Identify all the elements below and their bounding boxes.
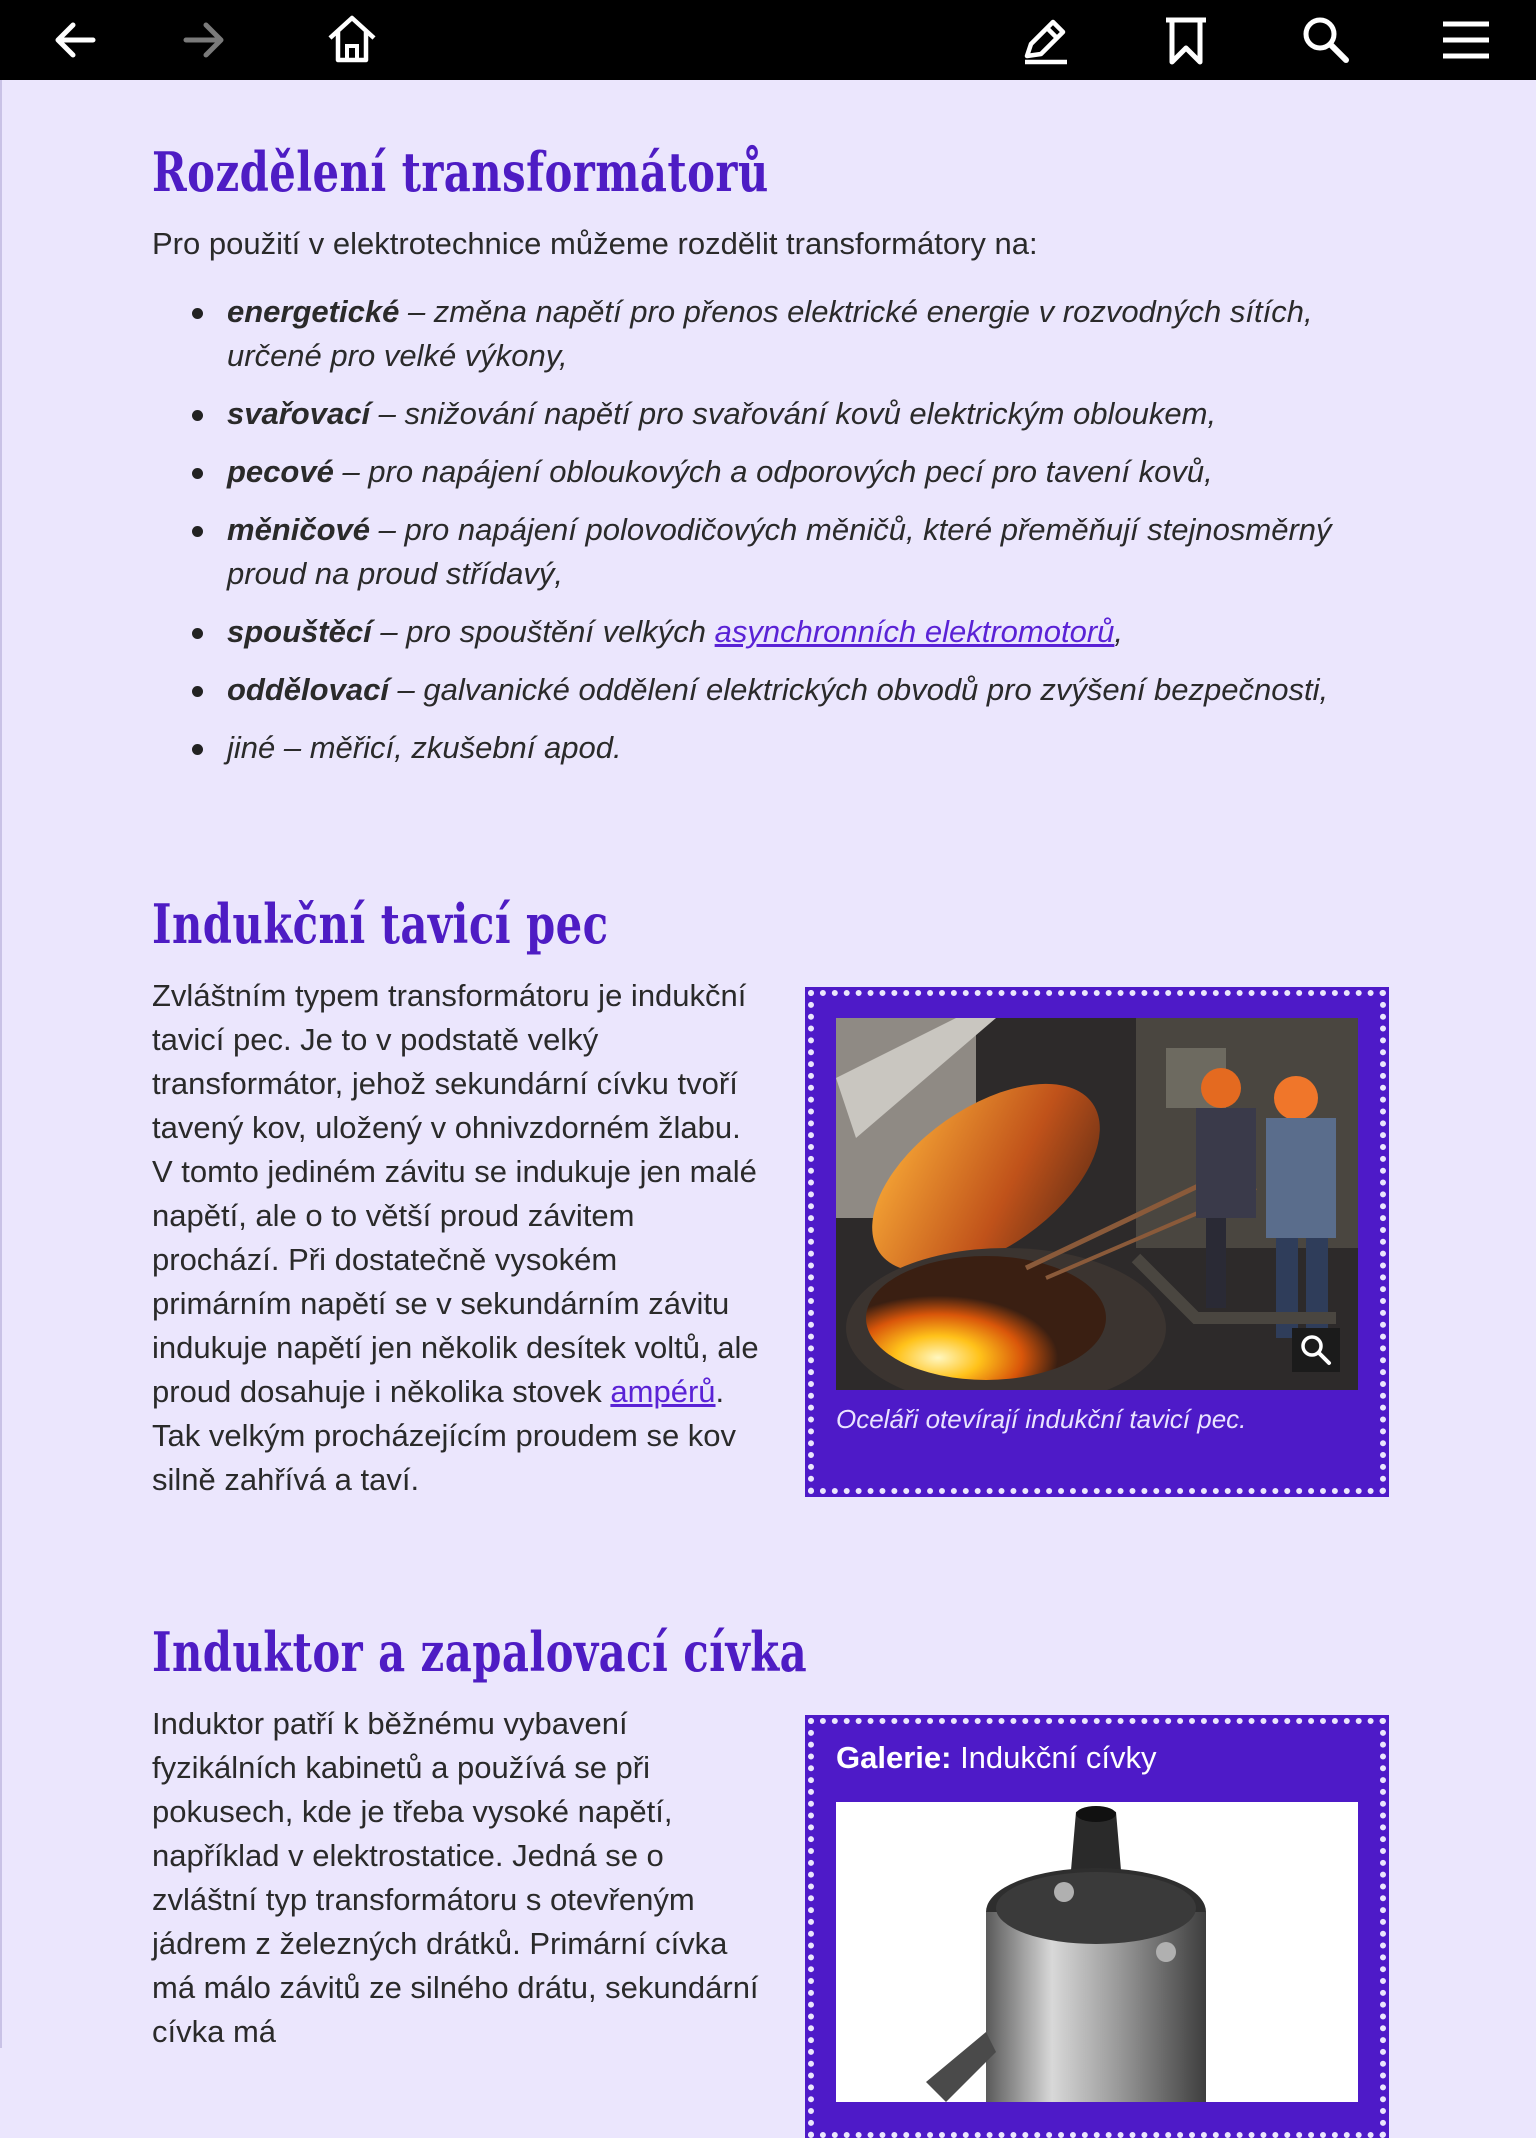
list-item (152, 450, 1352, 494)
arrow-left-icon (47, 12, 103, 68)
list-item-text: – pro spouštění velkých (371, 614, 715, 649)
list-item-text: – snižování napětí pro svařování kovů elektrickým obloukem, (370, 396, 1217, 431)
list-item-term: pecové (227, 454, 334, 489)
furnace-photo-image (836, 1018, 1358, 1390)
list-item-term: měničové (227, 512, 371, 547)
furnace-figure (808, 990, 1386, 1494)
page-content (0, 80, 1536, 2048)
magnifier-icon (1299, 1333, 1333, 1367)
furnace-paragraph (152, 974, 762, 1502)
section-title-rozdeleni: Rozdělení transformátorů (152, 140, 769, 204)
list-item-term: energetické (227, 294, 400, 329)
zoom-button[interactable] (1292, 1328, 1340, 1372)
list-item-term: spouštěcí (227, 614, 372, 649)
back-button[interactable] (35, 0, 115, 80)
menu-button[interactable] (1426, 0, 1506, 80)
section-title-induktor: Induktor a zapalovací cívka (152, 1620, 808, 1684)
search-icon (1298, 12, 1354, 68)
gallery-image[interactable] (836, 1802, 1358, 2102)
list-item-text: – pro napájení polovodičových měničů, které přeměňují stejnosměrný proud na proud střídavý, (227, 512, 1332, 591)
list-item (152, 290, 1352, 378)
furnace-paragraph-text-end: . Tak velkým procházejícím proudem se kov silně zahřívá a taví. (152, 1374, 737, 1497)
annotate-button[interactable] (1005, 0, 1085, 80)
pencil-icon (1017, 12, 1073, 68)
gallery-box[interactable] (808, 1718, 1386, 2138)
list-item-text: – změna napětí pro přenos elektrické energie v rozvodných sítích, určené pro velké výkony, (227, 294, 1313, 373)
ignition-coil-image (836, 1802, 1358, 2102)
list-item (152, 392, 1352, 436)
top-toolbar (0, 0, 1536, 80)
list-item-text: jiné – měřicí, zkušební apod. (227, 730, 622, 765)
arrow-right-icon (176, 12, 232, 68)
list-item-text: – pro napájení obloukových a odporových pecí pro tavení kovů, (333, 454, 1213, 489)
hamburger-menu-icon (1438, 12, 1494, 68)
furnace-paragraph-text: Zvláštním typem transformátoru je indukční tavicí pec. Je to v podstatě velký transformátor, jehož sekundární cívku tvoří tavený kov, uložený v ohnivzdorném žlabu. V tomto jediném závitu se indukuje jen malé napětí, ale o to větší proud závitem prochází. Při dostatečně vysokém primárním napětí se v sekundárním závitu indukuje napětí jen několik desítek voltů, ale proud dosahuje i několika stovek (152, 978, 759, 1409)
list-item-term: svařovací (227, 396, 371, 431)
list-item-text: – galvanické oddělení elektrických obvodů pro zvýšení bezpečnosti, (388, 672, 1329, 707)
intro-text: Pro použití v elektrotechnice můžeme rozdělit transformátory na: (152, 226, 1038, 261)
transformer-types-list (152, 290, 1352, 784)
search-button[interactable] (1286, 0, 1366, 80)
list-item-term: oddělovací (227, 672, 389, 707)
list-item (152, 508, 1352, 596)
home-button[interactable] (312, 0, 392, 80)
gallery-name: Indukční cívky (951, 1740, 1157, 1775)
gallery-label: Galerie: (836, 1740, 952, 1775)
section-title-indukcni-pec: Indukční tavicí pec (152, 892, 609, 956)
home-icon (324, 12, 380, 68)
forward-button[interactable] (164, 0, 244, 80)
list-item (152, 726, 1352, 770)
induktor-paragraph: Induktor patří k běžnému vybavení fyzikálních kabinetů a používá se při pokusech, kde je třeba vysoké napětí, například v elektrostatice. Jedná se o zvláštní typ transformátoru s otevřeným jádrem z železných drátků. Primární cívka má málo závitů ze silného drátu, sekundární cívka má (152, 1706, 759, 2049)
gallery-title (836, 1740, 1156, 1776)
list-item (152, 610, 1352, 654)
list-item (152, 668, 1352, 712)
asynchronni-elektromotory-link[interactable]: asynchronních elektromotorů (714, 614, 1115, 649)
bookmark-icon (1158, 12, 1214, 68)
ampery-link[interactable]: ampérů (610, 1374, 716, 1409)
list-item-text-after: , (1114, 614, 1124, 649)
figure-caption: Oceláři otevírají indukční tavicí pec. (836, 1404, 1247, 1434)
furnace-photo[interactable] (836, 1018, 1358, 1390)
bookmark-button[interactable] (1146, 0, 1226, 80)
